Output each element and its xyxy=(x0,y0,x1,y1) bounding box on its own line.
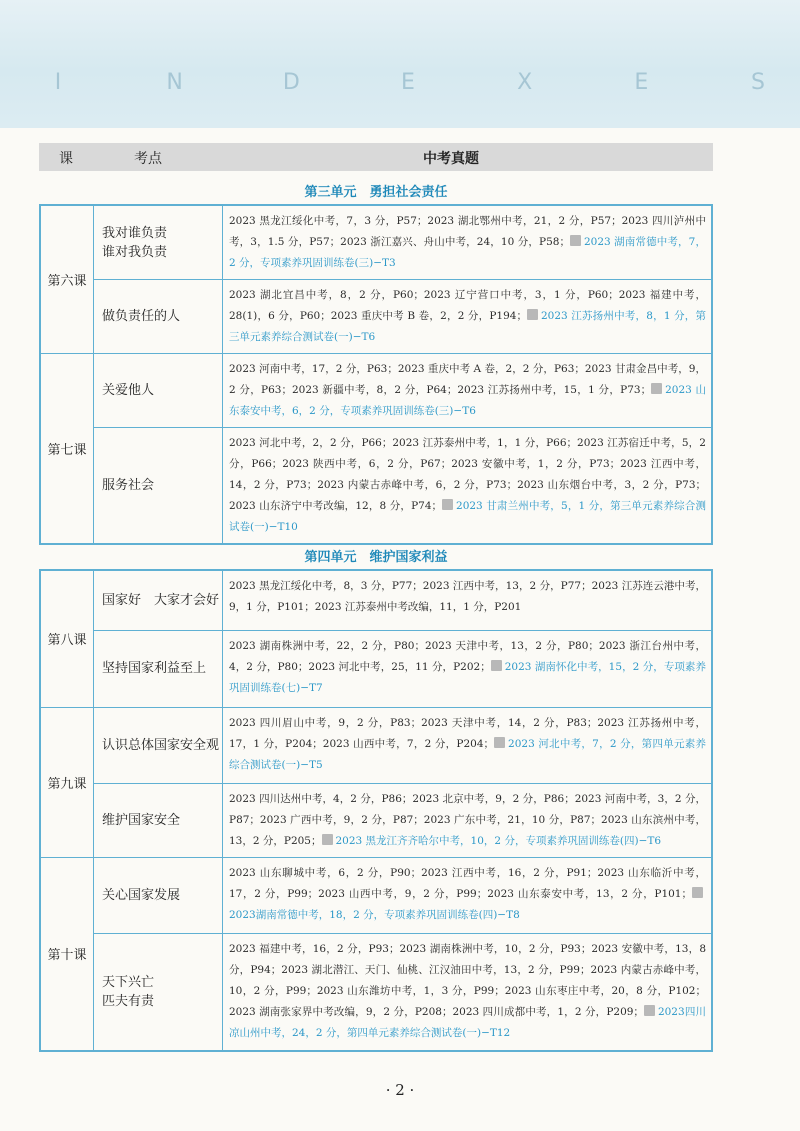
refs-text: 2023 黑龙江绥化中考，7，3 分，P57；2023 湖北鄂州中考，21，2 分，P57；2023 四川泸州中考，3，1.5 分，P57；2023 浙江嘉兴、舟山中考，24，10 分，P58； xyxy=(229,215,706,248)
lesson-cell: 第九课 xyxy=(40,707,94,857)
lesson-cell: 第十课 xyxy=(40,857,94,1051)
table-header xyxy=(39,143,713,171)
banner-letter: I xyxy=(54,70,62,95)
point-cell: 维护国家安全 xyxy=(94,783,223,857)
banner-letters xyxy=(28,70,788,95)
refs-cell xyxy=(223,205,713,280)
point-cell: 认识总体国家安全观 xyxy=(94,707,223,783)
point-cell: 关爱他人 xyxy=(94,354,223,428)
refs-cell xyxy=(223,630,713,707)
banner-letter: X xyxy=(517,70,533,95)
banner-letter: S xyxy=(750,70,765,95)
header-banner xyxy=(0,0,800,128)
unit-title: 第三单元 勇担社会责任 xyxy=(304,185,448,200)
banner-letter: D xyxy=(282,70,300,95)
practice-tag-icon xyxy=(442,499,453,510)
refs-extra: 2023 黑龙江齐齐哈尔中考，10，2 分，专项素养巩固训练卷(四)−T6 xyxy=(335,834,662,847)
practice-tag-icon xyxy=(570,235,581,246)
point-cell: 做负责任的人 xyxy=(94,280,223,354)
table-row xyxy=(40,630,712,707)
refs-cell xyxy=(223,857,713,933)
table-row xyxy=(40,280,712,354)
point-cell: 关心国家发展 xyxy=(94,857,223,933)
practice-tag-icon xyxy=(644,1005,655,1016)
refs-extra: 2023 山东泰安中考，6，2 分，专项素养巩固训练卷(三)−T6 xyxy=(229,384,706,417)
refs-extra: 2023 河北中考，7，2 分，第四单元素养综合测试卷(一)−T5 xyxy=(229,737,706,771)
refs-text: 2023 山东聊城中考，6，2 分，P90；2023 江西中考，16，2 分，P91；2023 山东临沂中考，17，2 分，P99；2023 山西中考，9，2 分，P99；2023 山东泰安中考，13，2 分，P101； xyxy=(229,866,706,900)
point-cell: 我对谁负责 谁对我负责 xyxy=(94,205,223,280)
lesson-cell: 第七课 xyxy=(40,354,94,545)
point-cell: 国家好 大家才会好 xyxy=(94,570,223,630)
banner-letter: N xyxy=(166,70,183,95)
point-cell: 坚持国家利益至上 xyxy=(94,630,223,707)
lesson-cell: 第六课 xyxy=(40,205,94,354)
refs-cell xyxy=(223,707,713,783)
banner-letter: E xyxy=(634,70,649,95)
table-row xyxy=(40,354,712,428)
table-row xyxy=(40,857,712,933)
refs-text: 2023 河南中考，17，2 分，P63；2023 重庆中考 A 卷，2，2 分，P63；2023 甘肃金昌中考，9，2 分，P63；2023 新疆中考，8，2 分，P64；2023 江苏扬州中考，15，1 分，P73； xyxy=(229,363,706,396)
refs-extra: 2023 湖南怀化中考，15，2 分，专项素养巩固训练卷(七)−T7 xyxy=(229,660,706,694)
table-row xyxy=(40,933,712,1051)
refs-cell xyxy=(223,570,713,630)
refs-extra: 2023 甘肃兰州中考，5，1 分，第三单元素养综合测试卷(一)−T10 xyxy=(229,500,706,533)
practice-tag-icon xyxy=(527,309,538,320)
refs-cell xyxy=(223,933,713,1051)
banner-letter: E xyxy=(401,70,415,95)
refs-text: 2023 河北中考，2，2 分，P66；2023 江苏泰州中考，1，1 分，P66；2023 江苏宿迁中考，5，2 分，P66；2023 陕西中考，6，2 分，P67；2023 安徽中考，1，2 分，P73；2023 江西中考，14，2 分，P73；2023 内蒙古赤峰中考，6，2 分，P73；2023 山东烟台中考，3，2 分，P73；2023 山东济宁中考改编，12，8 分，P74； xyxy=(229,437,706,512)
refs-text: 2023 湖南株洲中考，22，2 分，P80；2023 天津中考，13，2 分，P80；2023 浙江台州中考，4，2 分，P80；2023 河北中考，25，11 分，P202； xyxy=(229,639,706,673)
point-cell: 天下兴亡 匹夫有责 xyxy=(94,933,223,1051)
refs-cell xyxy=(223,783,713,857)
practice-tag-icon xyxy=(322,834,333,845)
page-number: · 2 · xyxy=(385,1081,415,1099)
refs-extra: 2023四川凉山州中考，24，2 分，第四单元素养综合测试卷(一)−T12 xyxy=(229,1005,706,1039)
practice-tag-icon xyxy=(651,383,662,394)
refs-text: 2023 四川达州中考，4，2 分，P86；2023 北京中考，9，2 分，P86；2023 河南中考，3，2 分，P87；2023 广西中考，9，2 分，P87；2023 广东中考，21，10 分，P87；2023 山东滨州中考，13，2 分，P205； xyxy=(229,792,706,847)
table-row xyxy=(40,570,712,630)
table-row xyxy=(40,707,712,783)
unit-table xyxy=(39,204,713,545)
unit-title: 第四单元 维护国家利益 xyxy=(304,550,448,565)
practice-tag-icon xyxy=(491,660,502,671)
refs-extra: 2023 湖南常德中考，7，2 分，专项素养巩固训练卷(三)−T3 xyxy=(229,236,706,269)
table-row xyxy=(40,205,712,280)
practice-tag-icon xyxy=(692,887,703,898)
practice-tag-icon xyxy=(494,737,505,748)
unit-table xyxy=(39,569,713,1052)
refs-text: 2023 湖北宜昌中考，8，2 分，P60；2023 辽宁营口中考，3，1 分，P60；2023 福建中考，28(1)，6 分，P60；2023 重庆中考 B 卷，2，2 分，P194； xyxy=(229,289,706,322)
header-refs: 中考真题 xyxy=(423,151,479,167)
refs-text: 2023 福建中考，16，2 分，P93；2023 湖南株洲中考，10，2 分，P93；2023 安徽中考，13，8 分，P94；2023 湖北潜江、天门、仙桃、江汉油田中考，13，2 分，P99；2023 内蒙古赤峰中考，10，2 分，P99；2023 山东潍坊中考，1，3 分，P99；2023 山东枣庄中考，20，8 分，P102；2023 湖南张家界中考改编，9，2 分，P208；2023 四川成都中考，1，2 分，P209； xyxy=(229,942,706,1018)
refs-cell xyxy=(223,280,713,354)
header-lesson: 课 xyxy=(59,151,73,167)
table-row xyxy=(40,428,712,545)
refs-text: 2023 黑龙江绥化中考，8，3 分，P77；2023 江西中考，13，2 分，P77；2023 江苏连云港中考，9，1 分，P101；2023 江苏泰州中考改编，11，1 分，P201 xyxy=(229,580,706,613)
point-cell: 服务社会 xyxy=(94,428,223,545)
refs-cell xyxy=(223,428,713,545)
table-row xyxy=(40,783,712,857)
lesson-cell: 第八课 xyxy=(40,570,94,707)
refs-cell xyxy=(223,354,713,428)
header-point: 考点 xyxy=(134,151,162,167)
refs-text: 2023 四川眉山中考，9，2 分，P83；2023 天津中考，14，2 分，P83；2023 江苏扬州中考，17，1 分，P204；2023 山西中考，7，2 分，P204； xyxy=(229,716,706,750)
refs-extra: 2023 江苏扬州中考，8，1 分，第三单元素养综合测试卷(一)−T6 xyxy=(229,310,706,343)
refs-extra: 2023湖南常德中考，18，2 分，专项素养巩固训练卷(四)−T8 xyxy=(229,908,520,921)
